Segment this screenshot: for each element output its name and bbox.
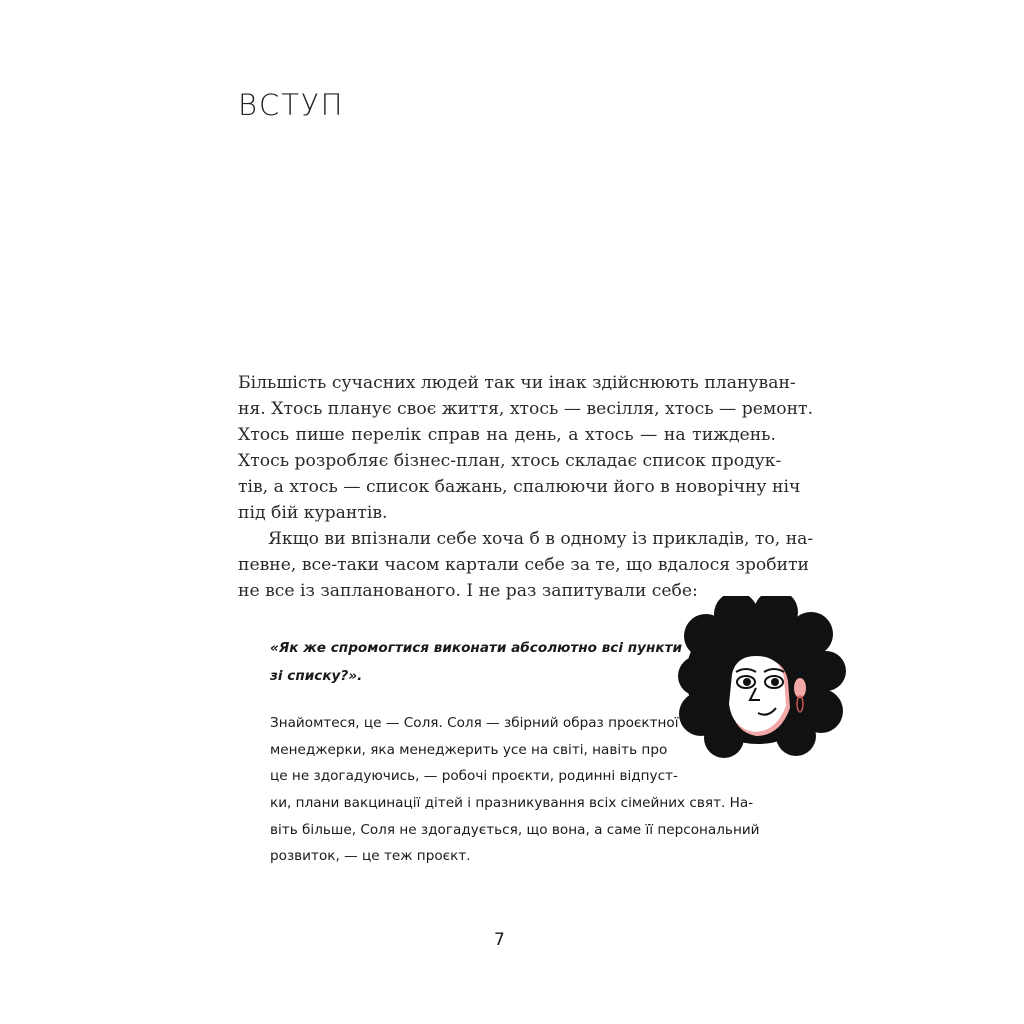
pull-quote [270, 634, 683, 690]
text-line: Хтось пише перелік справ на день, а хтось — на тиждень. [238, 425, 776, 445]
text-line: Якщо ви впізнали себе хоча б в одному із прикладів, то, на- [268, 529, 814, 549]
text-line: це не здогадуючись, — робочі проєкти, родинні відпуст- [270, 768, 678, 785]
text-line: Знайомтеся, це — Соля. Соля — збірний образ проєктної [270, 715, 679, 731]
text-line: під бій курантів. [238, 503, 388, 523]
solya-paragraph-wide [270, 790, 760, 870]
page-number: 7 [494, 930, 505, 950]
text-line: ня. Хтось планує своє життя, хтось — весілля, хтось — ремонт. [238, 399, 814, 419]
text-line: віть більше, Соля не здогадується, що вона, а саме її персональний [270, 821, 760, 838]
text-line: не все із запланованого. І не раз запитували себе: [238, 581, 698, 601]
quote-line: зі списку?». [270, 668, 363, 684]
chapter-title: ВСТУП [238, 88, 345, 122]
text-line: Хтось розробляє бізнес-план, хтось складає список продук- [238, 451, 782, 471]
solya-portrait-icon [676, 596, 846, 761]
quote-line: «Як же спромогтися виконати абсолютно всі пункти [270, 640, 683, 656]
text-line: розвиток, — це теж проєкт. [270, 848, 471, 865]
text-line: Більшість сучасних людей так чи інак здійснюють плануван- [238, 373, 796, 393]
intro-paragraph-1 [238, 370, 814, 604]
text-line: ки, плани вакцинації дітей і празникування всіх сімейних свят. На- [270, 795, 754, 811]
solya-paragraph-narrow [270, 710, 679, 790]
text-line: менеджерки, яка менеджерить усе на світі, навіть про [270, 741, 668, 758]
text-line: тів, а хтось — список бажань, спалюючи його в новорічну ніч [238, 477, 801, 497]
text-line: певне, все-таки часом картали себе за те, що вдалося зробити [238, 555, 810, 575]
